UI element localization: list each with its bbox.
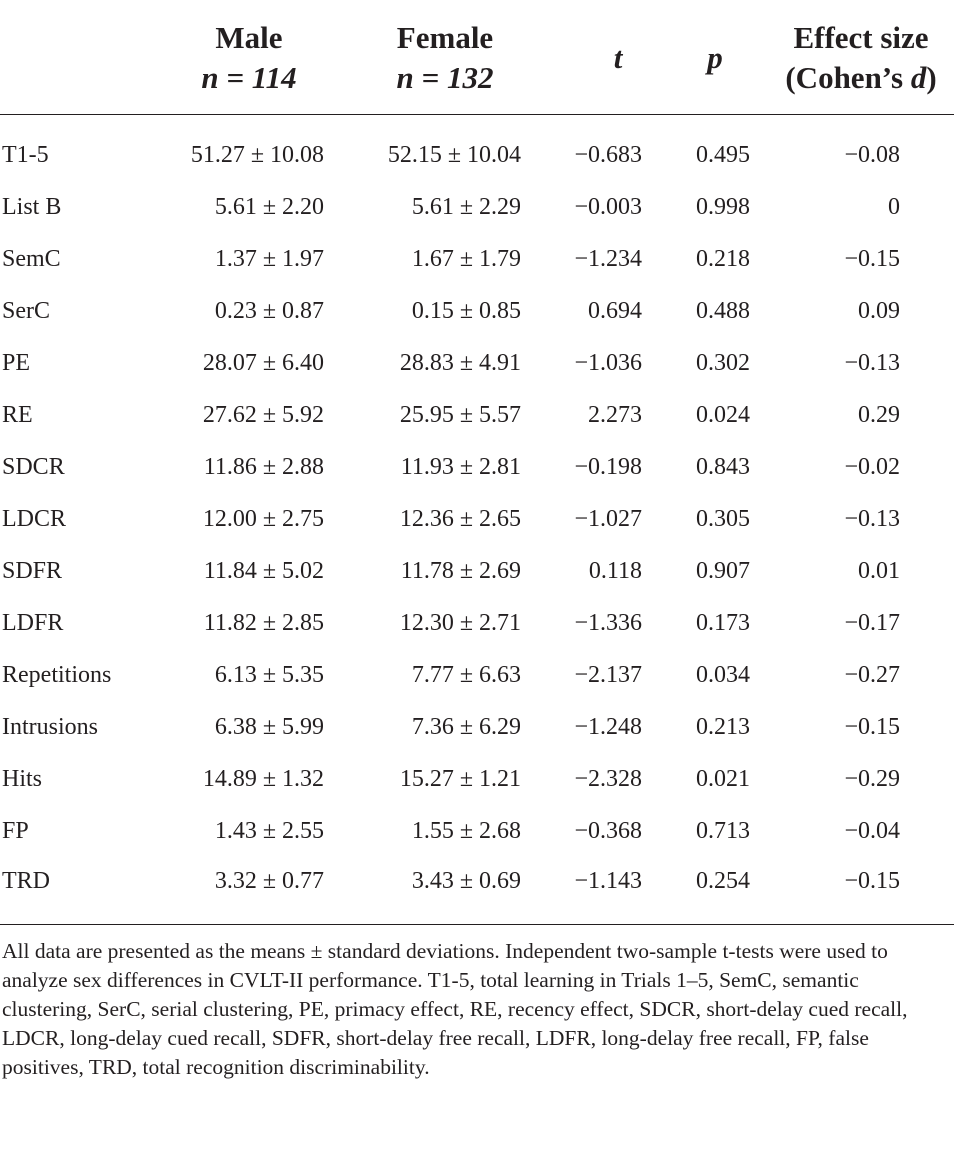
cell-effect-size: 0.09 bbox=[858, 297, 900, 324]
table-bottom-rule bbox=[0, 924, 954, 925]
cell-effect-size: −0.04 bbox=[844, 817, 900, 844]
table-body bbox=[0, 115, 954, 920]
table-row bbox=[0, 545, 954, 597]
table-row bbox=[0, 115, 954, 182]
table-row bbox=[0, 701, 954, 753]
cell-p: 0.024 bbox=[696, 401, 750, 428]
cell-t: −1.143 bbox=[574, 867, 642, 894]
cell-measure: SemC bbox=[2, 245, 61, 272]
cell-female: 15.27 ± 1.21 bbox=[399, 765, 521, 792]
cell-p: 0.907 bbox=[696, 557, 750, 584]
table-row bbox=[0, 285, 954, 337]
cell-female: 11.93 ± 2.81 bbox=[400, 453, 521, 480]
cell-female: 3.43 ± 0.69 bbox=[411, 867, 521, 894]
cell-measure: SDCR bbox=[2, 453, 65, 480]
cell-p: 0.305 bbox=[696, 505, 750, 532]
cell-female: 11.78 ± 2.69 bbox=[400, 557, 521, 584]
cell-p: 0.034 bbox=[696, 661, 750, 688]
header-male-label: Male bbox=[215, 20, 283, 55]
table-row bbox=[0, 233, 954, 285]
cell-effect-size: −0.15 bbox=[844, 245, 900, 272]
cell-t: −1.027 bbox=[574, 505, 642, 532]
cell-t: −0.368 bbox=[574, 817, 642, 844]
cell-effect-size: −0.17 bbox=[844, 609, 900, 636]
cell-male: 11.82 ± 2.85 bbox=[203, 609, 324, 636]
cell-effect-size: −0.15 bbox=[844, 713, 900, 740]
cell-male: 6.13 ± 5.35 bbox=[214, 661, 324, 688]
cell-t: −1.248 bbox=[574, 713, 642, 740]
header-row bbox=[0, 0, 954, 115]
cell-p: 0.488 bbox=[696, 297, 750, 324]
cell-effect-size: −0.08 bbox=[844, 141, 900, 168]
header-male-n-text: n = 114 bbox=[201, 60, 297, 95]
header-female-label: Female bbox=[396, 20, 494, 55]
cell-t: −0.003 bbox=[574, 193, 642, 220]
cell-effect-size: −0.13 bbox=[844, 505, 900, 532]
cell-t: −1.234 bbox=[574, 245, 642, 272]
cell-male: 0.23 ± 0.87 bbox=[214, 297, 324, 324]
cell-measure: SerC bbox=[2, 297, 50, 324]
table-row bbox=[0, 389, 954, 441]
cell-effect-size: −0.02 bbox=[844, 453, 900, 480]
cell-female: 25.95 ± 5.57 bbox=[399, 401, 521, 428]
cell-measure: T1-5 bbox=[2, 141, 49, 168]
cell-p: 0.495 bbox=[696, 141, 750, 168]
cell-female: 7.77 ± 6.63 bbox=[411, 661, 521, 688]
table-row bbox=[0, 441, 954, 493]
header-t: t bbox=[542, 0, 650, 115]
cell-p: 0.173 bbox=[696, 609, 750, 636]
table-footnote: All data are presented as the means ± standard deviations. Independent two-sample t-tests were used to analyze sex differences in CVLT-II performance. T1-5, total learning in Trials 1–5, SemC, semantic clustering, SerC, serial clustering, PE, primacy effect, RE, recency effect, SDCR, short-delay cued recall, LDCR, long-delay cued recall, SDFR, short-delay free recall, LDFR, long-delay free recall, FP, false positives, TRD, total recognition discriminability. bbox=[2, 939, 908, 1079]
table-row bbox=[0, 597, 954, 649]
cell-t: 0.694 bbox=[588, 297, 642, 324]
cell-female: 7.36 ± 6.29 bbox=[411, 713, 521, 740]
cell-male: 12.00 ± 2.75 bbox=[202, 505, 324, 532]
header-effect-line2: (Cohen’s d) bbox=[785, 60, 937, 95]
cell-measure: RE bbox=[2, 401, 33, 428]
cell-effect-size: 0 bbox=[888, 193, 900, 220]
header-effect-size bbox=[758, 0, 954, 115]
cell-male: 11.86 ± 2.88 bbox=[203, 453, 324, 480]
table-header bbox=[0, 0, 954, 115]
cell-measure: LDFR bbox=[2, 609, 64, 636]
cell-female: 12.36 ± 2.65 bbox=[399, 505, 521, 532]
cell-measure: List B bbox=[2, 193, 62, 220]
cell-effect-size: −0.13 bbox=[844, 349, 900, 376]
cell-female: 12.30 ± 2.71 bbox=[399, 609, 521, 636]
cell-male: 1.37 ± 1.97 bbox=[214, 245, 324, 272]
cell-female: 5.61 ± 2.29 bbox=[411, 193, 521, 220]
cell-measure: LDCR bbox=[2, 505, 67, 532]
cell-male: 11.84 ± 5.02 bbox=[203, 557, 324, 584]
table-row bbox=[0, 337, 954, 389]
cell-measure: Intrusions bbox=[2, 713, 98, 740]
cell-male: 51.27 ± 10.08 bbox=[190, 141, 324, 168]
cell-p: 0.998 bbox=[696, 193, 750, 220]
cell-effect-size: −0.29 bbox=[844, 765, 900, 792]
table-row bbox=[0, 857, 954, 919]
cell-measure: TRD bbox=[2, 867, 50, 894]
cell-p: 0.254 bbox=[696, 867, 750, 894]
header-female-n bbox=[348, 58, 542, 98]
cell-p: 0.021 bbox=[696, 765, 750, 792]
table-row bbox=[0, 493, 954, 545]
cell-effect-size: −0.15 bbox=[844, 867, 900, 894]
cell-measure: Repetitions bbox=[2, 661, 112, 688]
cell-measure: SDFR bbox=[2, 557, 63, 584]
header-male-n bbox=[150, 58, 348, 98]
cell-t: −2.328 bbox=[574, 765, 642, 792]
cell-female: 1.67 ± 1.79 bbox=[411, 245, 521, 272]
header-female-n-text: n = 132 bbox=[396, 60, 494, 95]
cell-t: −0.683 bbox=[574, 141, 642, 168]
cell-male: 27.62 ± 5.92 bbox=[202, 401, 324, 428]
header-female bbox=[348, 0, 542, 115]
cell-p: 0.218 bbox=[696, 245, 750, 272]
cell-effect-size: 0.01 bbox=[858, 557, 900, 584]
cell-p: 0.713 bbox=[696, 817, 750, 844]
cell-p: 0.843 bbox=[696, 453, 750, 480]
cell-t: −0.198 bbox=[574, 453, 642, 480]
cell-female: 0.15 ± 0.85 bbox=[411, 297, 521, 324]
cell-female: 52.15 ± 10.04 bbox=[387, 141, 521, 168]
cell-t: −2.137 bbox=[574, 661, 642, 688]
cell-t: −1.336 bbox=[574, 609, 642, 636]
cell-p: 0.302 bbox=[696, 349, 750, 376]
table-row bbox=[0, 805, 954, 857]
cell-measure: PE bbox=[2, 349, 31, 376]
cell-effect-size: −0.27 bbox=[844, 661, 900, 688]
cell-t: 2.273 bbox=[588, 401, 642, 428]
cell-male: 6.38 ± 5.99 bbox=[214, 713, 324, 740]
cell-measure: FP bbox=[2, 817, 29, 844]
header-measure bbox=[0, 0, 150, 115]
cell-male: 5.61 ± 2.20 bbox=[214, 193, 324, 220]
cell-male: 14.89 ± 1.32 bbox=[202, 765, 324, 792]
cell-measure: Hits bbox=[2, 765, 43, 792]
header-effect-line1: Effect size bbox=[793, 20, 929, 55]
table-row bbox=[0, 753, 954, 805]
cell-t: 0.118 bbox=[588, 557, 642, 584]
table-row bbox=[0, 649, 954, 701]
cell-male: 3.32 ± 0.77 bbox=[214, 867, 324, 894]
table-row bbox=[0, 181, 954, 233]
cell-male: 1.43 ± 2.55 bbox=[214, 817, 324, 844]
header-p: p bbox=[650, 0, 758, 115]
cell-p: 0.213 bbox=[696, 713, 750, 740]
cell-female: 1.55 ± 2.68 bbox=[411, 817, 521, 844]
cell-male: 28.07 ± 6.40 bbox=[202, 349, 324, 376]
cell-female: 28.83 ± 4.91 bbox=[399, 349, 521, 376]
cell-t: −1.036 bbox=[574, 349, 642, 376]
cell-effect-size: 0.29 bbox=[858, 401, 900, 428]
header-male bbox=[150, 0, 348, 115]
